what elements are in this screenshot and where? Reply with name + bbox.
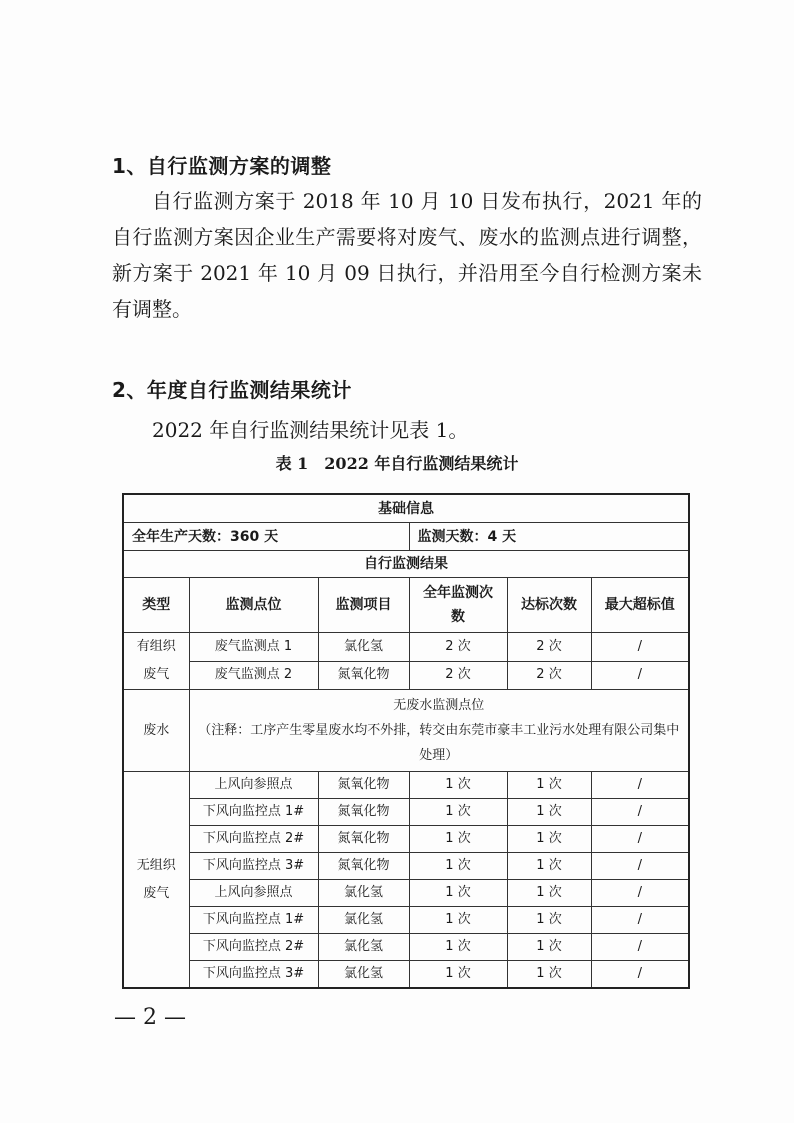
cell-pass-count: 1 次 (507, 880, 591, 907)
cell-max-exceed: / (591, 907, 689, 934)
cell-max-exceed: / (591, 934, 689, 961)
monitoring-results-table (122, 493, 690, 989)
cell-point: 下风向监控点 3# (189, 961, 318, 989)
table-row (123, 853, 689, 880)
production-days: 全年生产天数：360 天 (123, 523, 409, 551)
cell-max-exceed: / (591, 633, 689, 662)
organized-type: 有组织废气 (123, 633, 189, 690)
table-row (123, 661, 689, 690)
cell-pass-count: 1 次 (507, 934, 591, 961)
cell-item: 氯化氢 (318, 633, 409, 662)
cell-pass-count: 1 次 (507, 853, 591, 880)
cell-max-exceed: / (591, 880, 689, 907)
header-max-exceed: 最大超标值 (591, 578, 689, 633)
page-number: — 2 — (114, 1005, 186, 1030)
table-row (123, 772, 689, 799)
basic-info-title: 基础信息 (123, 494, 689, 523)
cell-item: 氮氧化物 (318, 661, 409, 690)
table-row (123, 799, 689, 826)
cell-point: 上风向参照点 (189, 880, 318, 907)
cell-annual-count: 2 次 (409, 633, 507, 662)
header-item: 监测项目 (318, 578, 409, 633)
table-row (123, 880, 689, 907)
cell-item: 氯化氢 (318, 907, 409, 934)
cell-max-exceed: / (591, 826, 689, 853)
cell-pass-count: 1 次 (507, 826, 591, 853)
section2-body: 2022 年自行监测结果统计见表 1。 (152, 418, 469, 442)
unorganized-type: 无组织废气 (123, 772, 189, 989)
cell-annual-count: 1 次 (409, 853, 507, 880)
cell-annual-count: 2 次 (409, 661, 507, 690)
table-caption: 表 1 2022 年自行监测结果统计 (275, 454, 519, 473)
cell-pass-count: 2 次 (507, 661, 591, 690)
wastewater-type: 废水 (123, 690, 189, 772)
cell-point: 下风向监控点 1# (189, 907, 318, 934)
table-row (123, 690, 689, 772)
cell-point: 下风向监控点 1# (189, 799, 318, 826)
cell-pass-count: 1 次 (507, 907, 591, 934)
section1-heading: 1、自行监测方案的调整 (112, 154, 332, 178)
table-row (123, 907, 689, 934)
cell-max-exceed: / (591, 853, 689, 880)
cell-point: 上风向参照点 (189, 772, 318, 799)
cell-item: 氮氧化物 (318, 853, 409, 880)
header-annual-count: 全年监测次数 (409, 578, 507, 633)
cell-point: 废气监测点 2 (189, 661, 318, 690)
cell-annual-count: 1 次 (409, 961, 507, 989)
cell-max-exceed: / (591, 961, 689, 989)
cell-annual-count: 1 次 (409, 880, 507, 907)
cell-pass-count: 1 次 (507, 772, 591, 799)
table-row (123, 633, 689, 662)
table-row (123, 826, 689, 853)
cell-pass-count: 2 次 (507, 633, 591, 662)
cell-max-exceed: / (591, 772, 689, 799)
wastewater-line2: （注释：工序产生零星废水均不外排，转交由东莞市豪丰工业污水处理有限公司集中处理） (198, 723, 680, 763)
cell-point: 下风向监控点 2# (189, 826, 318, 853)
results-title: 自行监测结果 (123, 551, 689, 578)
wastewater-note (189, 690, 689, 772)
cell-annual-count: 1 次 (409, 934, 507, 961)
cell-point: 下风向监控点 3# (189, 853, 318, 880)
monitoring-days: 监测天数：4 天 (409, 523, 689, 551)
cell-item: 氯化氢 (318, 961, 409, 989)
cell-item: 氮氧化物 (318, 772, 409, 799)
cell-item: 氯化氢 (318, 934, 409, 961)
header-type: 类型 (123, 578, 189, 633)
cell-item: 氮氧化物 (318, 826, 409, 853)
cell-pass-count: 1 次 (507, 799, 591, 826)
section1-body: 自行监测方案于 2018 年 10 月 10 日发布执行，2021 年的自行监测方案因企业生产需要将对废气、废水的监测点进行调整，新方案于 2021 年 10 月 09 日执行，并沿用至今自行检测方案未有调整。 (112, 189, 702, 321)
cell-item: 氮氧化物 (318, 799, 409, 826)
cell-annual-count: 1 次 (409, 907, 507, 934)
cell-annual-count: 1 次 (409, 772, 507, 799)
wastewater-line1: 无废水监测点位 (393, 698, 485, 713)
cell-annual-count: 1 次 (409, 799, 507, 826)
table-row (123, 934, 689, 961)
cell-pass-count: 1 次 (507, 961, 591, 989)
table-row (123, 961, 689, 989)
cell-max-exceed: / (591, 661, 689, 690)
cell-annual-count: 1 次 (409, 826, 507, 853)
header-point: 监测点位 (189, 578, 318, 633)
cell-max-exceed: / (591, 799, 689, 826)
header-pass-count: 达标次数 (507, 578, 591, 633)
cell-item: 氯化氢 (318, 880, 409, 907)
cell-point: 下风向监控点 2# (189, 934, 318, 961)
cell-point: 废气监测点 1 (189, 633, 318, 662)
section2-heading: 2、年度自行监测结果统计 (112, 378, 352, 402)
